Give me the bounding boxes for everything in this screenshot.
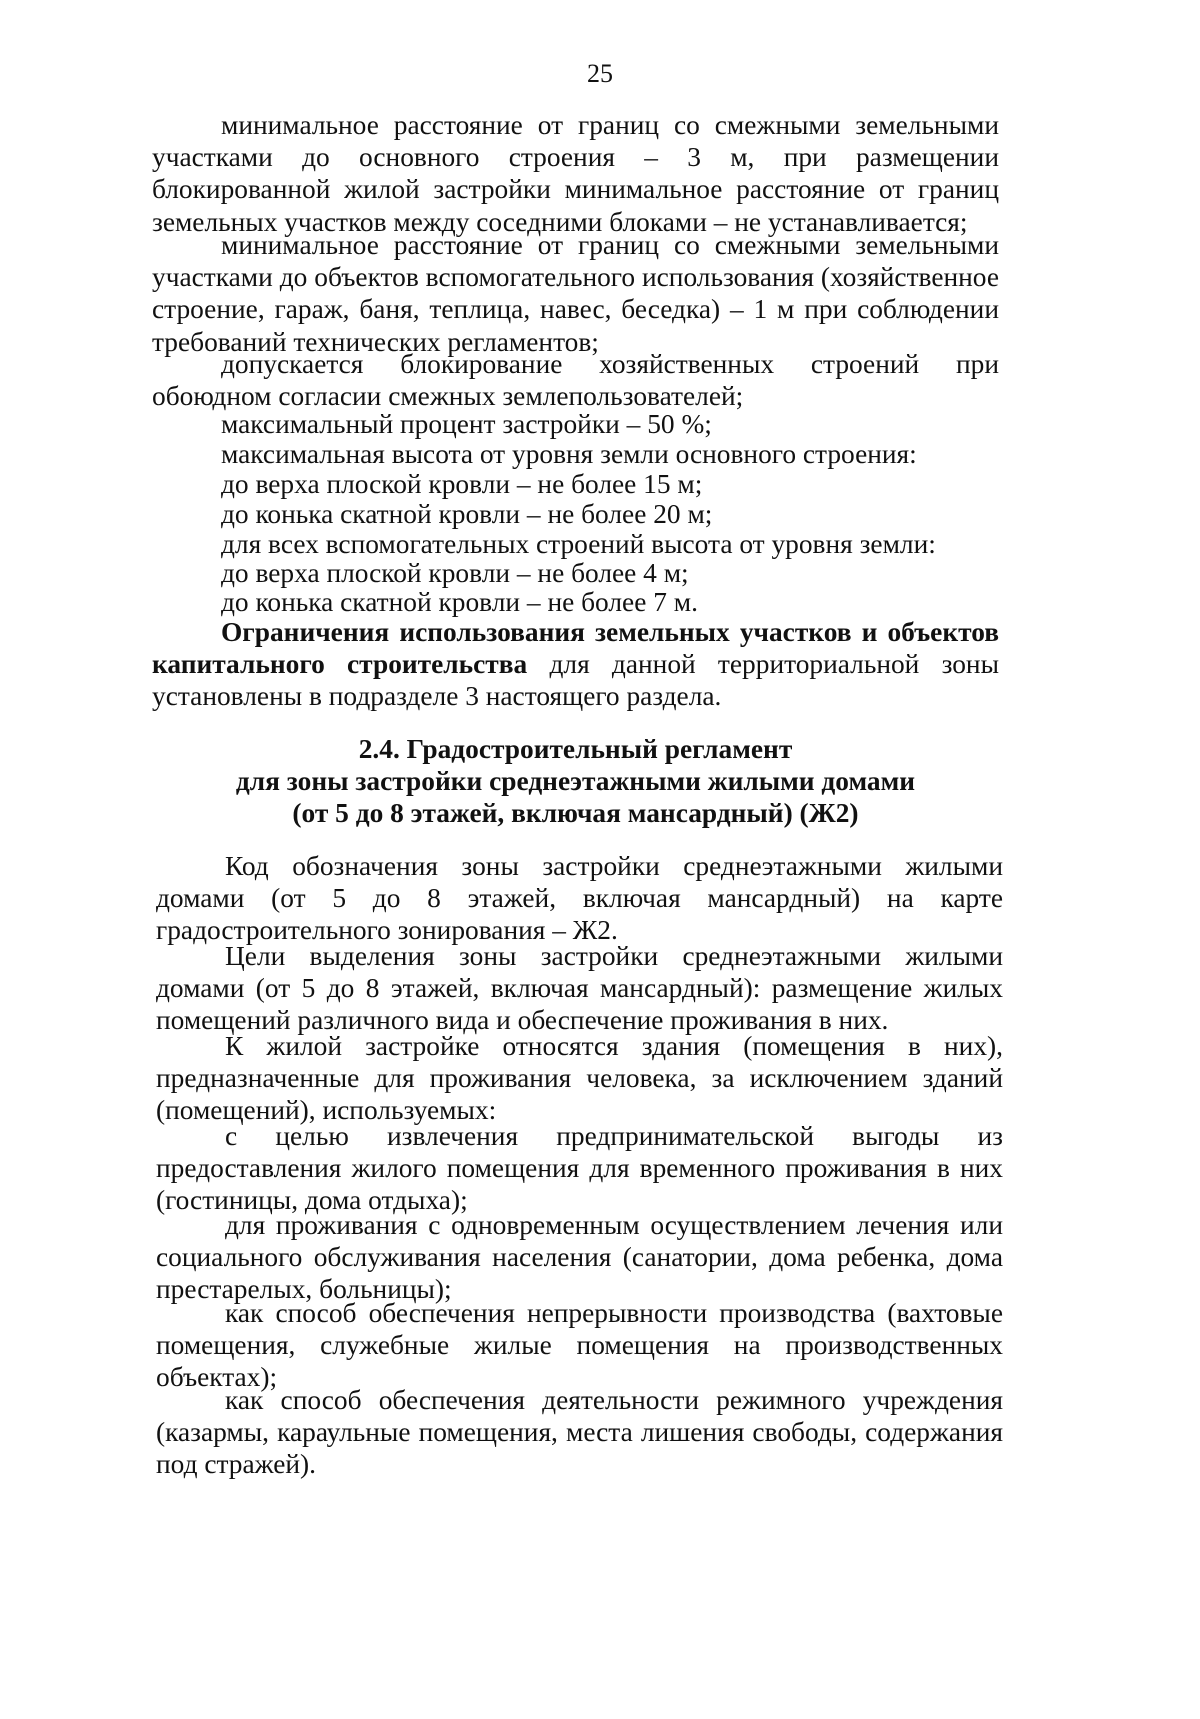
paragraph-zone-goals: Цели выделения зоны застройки среднеэтажными жилыми домами (от 5 до 8 этажей, включая мансардный): размещение жилых помещений различного вида и обеспечение проживания в них. — [156, 941, 1003, 1036]
paragraph-pitched-roof-aux: до конька скатной кровли – не более 7 м. — [221, 587, 698, 617]
paragraph-pitched-roof-main: до конька скатной кровли – не более 20 м; — [221, 499, 713, 529]
restrictions-rest-text: для данной территориальной зоны установлены в подразделе 3 настоящего раздела. — [152, 649, 999, 712]
paragraph-flat-roof-aux: до верха плоской кровли – не более 4 м; — [221, 558, 689, 588]
paragraph-exclusion-regime: как способ обеспечения деятельности режимного учреждения (казармы, караульные помещения, места лишения свободы, содержания под стражей). — [156, 1385, 1003, 1480]
paragraph-max-percent: максимальный процент застройки – 50 %; — [221, 409, 712, 439]
heading-line-1: 2.4. Градостроительный регламент — [358, 734, 793, 764]
paragraph-max-height: максимальная высота от уровня земли основного строения: — [221, 439, 917, 469]
paragraph-zone-code: Код обозначения зоны застройки среднеэтажными жилыми домами (от 5 до 8 этажей, включая мансардный) на карте градостроительного зонирования – Ж2. — [156, 851, 1003, 946]
paragraph-restrictions — [152, 616, 999, 713]
paragraph-exclusion-commercial: с целью извлечения предпринимательской выгоды из предоставления жилого помещения для временного проживания в них (гостиницы, дома отдыха); — [156, 1121, 1003, 1216]
paragraph-exclusion-production: как способ обеспечения непрерывности производства (вахтовые помещения, служебные жилые помещения на производственных объектах); — [156, 1298, 1003, 1393]
paragraph-auxiliary-height: для всех вспомогательных строений высота от уровня земли: — [221, 529, 936, 559]
paragraph-min-distance-main: минимальное расстояние от границ со смежными земельными участками до основного строения – 3 м, при размещении блокированной жилой застройки минимальное расстояние от границ земельных участков между соседними блоками – не устанавливается; — [152, 110, 999, 237]
restrictions-bold-text: Ограничения использования земельных участков и объектов капитального строительства — [152, 617, 999, 680]
page-number: 25 — [587, 59, 613, 88]
heading-line-2: для зоны застройки среднеэтажными жилыми домами — [235, 766, 916, 797]
paragraph-blocking: допускается блокирование хозяйственных строений при обоюдном согласии смежных землепользователей; — [152, 349, 999, 412]
paragraph-exclusion-medical: для проживания с одновременным осуществлением лечения или социального обслуживания населения (санатории, дома ребенка, дома престарелых, больницы); — [156, 1210, 1003, 1305]
paragraph-residential-definition: К жилой застройке относятся здания (помещения в них), предназначенные для проживания человека, за исключением зданий (помещений), используемых: — [156, 1031, 1003, 1126]
section-heading — [152, 733, 999, 830]
paragraph-flat-roof-main: до верха плоской кровли – не более 15 м; — [221, 469, 703, 499]
paragraph-min-distance-auxiliary: минимальное расстояние от границ со смежными земельными участками до объектов вспомогательного использования (хозяйственное строение, гараж, баня, теплица, навес, беседка) – 1 м при соблюдении требований технических регламентов; — [152, 230, 999, 357]
heading-line-3: (от 5 до 8 этажей, включая мансардный) (Ж2) — [292, 798, 859, 829]
